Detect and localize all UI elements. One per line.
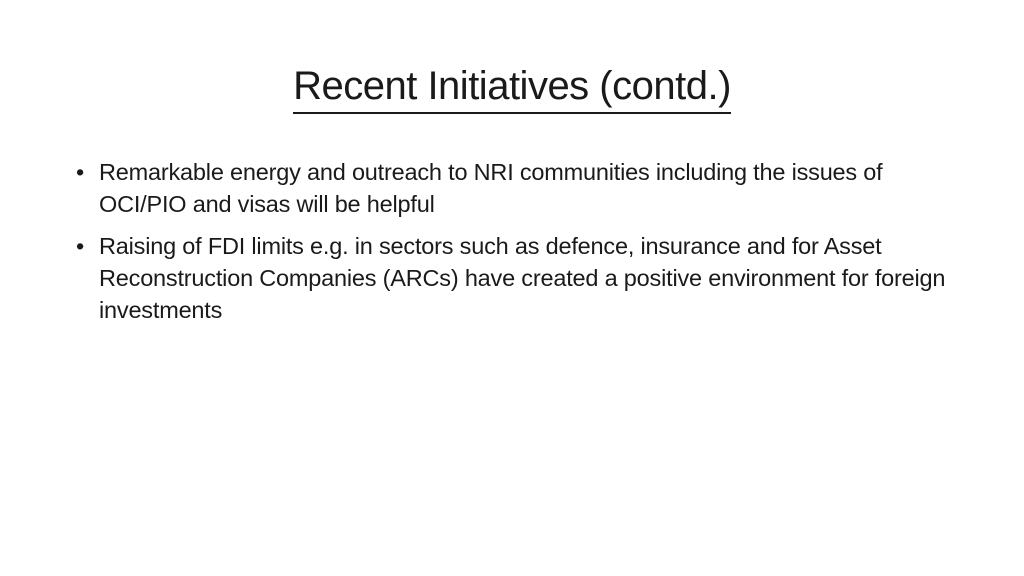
- bullet-item-nri-outreach: [76, 156, 956, 220]
- bullet-text: Remarkable energy and outreach to NRI communities including the issues of OCI/PIO and visas will be helpful: [99, 159, 883, 217]
- slide-title: Recent Initiatives (contd.): [293, 60, 731, 114]
- bullet-marker: •: [76, 159, 85, 185]
- bullet-marker: •: [76, 233, 85, 259]
- title-container: [0, 60, 1024, 114]
- bullet-text: Raising of FDI limits e.g. in sectors such as defence, insurance and for Asset Reconstruction Companies (ARCs) have created a positive environment for foreign investments: [99, 233, 946, 323]
- bullet-item-fdi-limits: [76, 230, 956, 326]
- bullet-list: [76, 156, 956, 336]
